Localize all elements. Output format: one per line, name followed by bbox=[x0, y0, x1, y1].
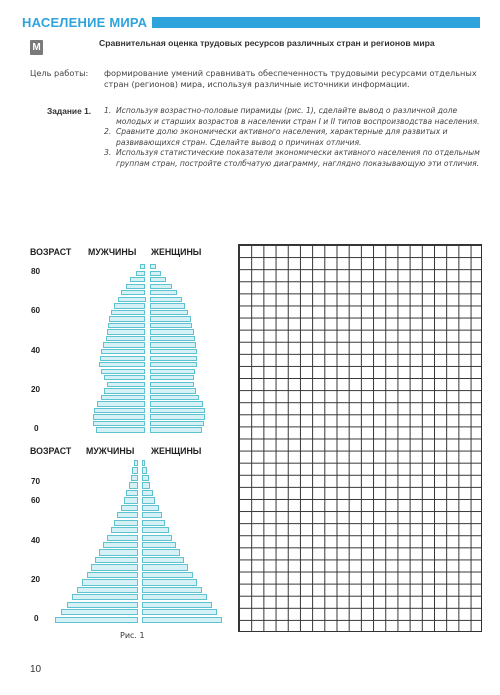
section-header bbox=[22, 14, 480, 32]
pyramid-female-bar bbox=[150, 382, 194, 387]
pyramid-female-bar bbox=[150, 362, 198, 367]
pyramid-female-bar bbox=[150, 342, 197, 347]
pyramid-female-bar bbox=[150, 356, 198, 361]
pyramid-female-bar bbox=[142, 579, 197, 585]
pyramid-female-bar bbox=[150, 336, 196, 341]
pyramid-male-bar bbox=[121, 505, 138, 511]
pyramid-female-bar bbox=[150, 329, 194, 334]
pyramid-female-bar bbox=[142, 549, 180, 555]
pyramid-2-tick: 0 bbox=[34, 614, 39, 623]
pyramid-female-bar bbox=[150, 264, 157, 269]
pyramid-male-bar bbox=[77, 587, 138, 593]
pyramid-male-bar bbox=[67, 602, 138, 608]
pyramid-male-bar bbox=[101, 369, 145, 374]
pyramid-female-bar bbox=[150, 297, 182, 302]
pyramid-female-bar bbox=[142, 467, 147, 473]
pyramid-female-bar bbox=[150, 401, 203, 406]
pyramid-1-male-label: МУЖЧИНЫ bbox=[88, 247, 137, 257]
pyramid-female-bar bbox=[150, 323, 192, 328]
pyramid-female-bar bbox=[150, 414, 206, 419]
pyramid-female-bar bbox=[142, 609, 217, 615]
pyramid-2-tick: 40 bbox=[31, 536, 41, 545]
pyramid-female-bar bbox=[142, 475, 149, 481]
pyramid-female-bar bbox=[142, 535, 172, 541]
pyramid-1-tick: 40 bbox=[31, 346, 41, 355]
pyramid-male-bar bbox=[140, 264, 146, 269]
pyramid-female-bar bbox=[150, 395, 200, 400]
pyramid-female-bar bbox=[150, 427, 202, 432]
task-item bbox=[104, 148, 480, 169]
task-item bbox=[104, 127, 480, 148]
task-item-number: 2. bbox=[104, 127, 112, 137]
pyramid-male-bar bbox=[126, 490, 138, 496]
pyramid-1-tick: 0 bbox=[34, 424, 39, 433]
section-title: НАСЕЛЕНИЕ МИРА bbox=[22, 15, 148, 30]
pyramid-2-male-label: МУЖЧИНЫ bbox=[86, 446, 135, 456]
pyramid-male-bar bbox=[117, 512, 138, 518]
pyramid-female-bar bbox=[142, 617, 222, 623]
pyramid-female-bar bbox=[150, 369, 196, 374]
pyramid-male-bar bbox=[121, 290, 145, 295]
pyramid-male-bar bbox=[91, 564, 138, 570]
pyramid-male-bar bbox=[93, 414, 145, 419]
pyramid-2-tick: 70 bbox=[31, 477, 41, 486]
pyramid-female-bar bbox=[150, 290, 178, 295]
pyramid-male-bar bbox=[55, 617, 138, 623]
pyramid-female-bar bbox=[142, 460, 145, 466]
pyramid-male-bar bbox=[114, 520, 138, 526]
pyramid-male-bar bbox=[108, 323, 146, 328]
pyramid-male-bar bbox=[106, 336, 146, 341]
pyramid-male-bar bbox=[94, 408, 145, 413]
pyramid-2-tick: 60 bbox=[31, 496, 41, 505]
pyramid-male-bar bbox=[103, 542, 138, 548]
purpose-text: формирование умений сравнивать обеспеченность трудовыми ресурсами отдельных стран (регионов) мира, используя различные источники информации. bbox=[104, 68, 477, 89]
pyramid-male-bar bbox=[99, 549, 138, 555]
task-item-number: 3. bbox=[104, 148, 112, 158]
task-item-text: Используя статистические показатели экономически активного населения по отдельным группам стран, постройте столбчатую диаграмму, наглядно показывающую эти отличия. bbox=[116, 148, 480, 168]
pyramid-female-bar bbox=[142, 520, 165, 526]
pyramid-female-bar bbox=[150, 316, 191, 321]
pyramid-1-female-label: ЖЕНЩИНЫ bbox=[151, 247, 202, 257]
pyramid-male-bar bbox=[104, 388, 145, 393]
pyramid-2-tick: 20 bbox=[31, 575, 41, 584]
task-item bbox=[104, 106, 480, 127]
pyramid-female-bar bbox=[150, 284, 172, 289]
pyramid-female-bar bbox=[142, 482, 150, 488]
pyramid-male-bar bbox=[100, 356, 146, 361]
pyramid-male-bar bbox=[129, 482, 138, 488]
page-number: 10 bbox=[30, 664, 42, 675]
pyramid-female-bar bbox=[142, 564, 188, 570]
pyramid-2-age-label: ВОЗРАСТ bbox=[30, 446, 72, 456]
pyramid-female-bar bbox=[150, 375, 194, 380]
pyramid-male-bar bbox=[107, 535, 138, 541]
pyramid-1-age-label: ВОЗРАСТ bbox=[30, 247, 72, 257]
pyramid-male-bar bbox=[72, 594, 138, 600]
pyramid-female-bar bbox=[142, 497, 155, 503]
pyramid-male-bar bbox=[101, 349, 145, 354]
pyramid-male-bar bbox=[136, 271, 146, 276]
pyramid-male-bar bbox=[131, 475, 138, 481]
pyramid-female-bar bbox=[142, 572, 193, 578]
figure-caption: Рис. 1 bbox=[120, 631, 145, 640]
pyramid-female-bar bbox=[142, 587, 202, 593]
pyramid-female-bar bbox=[150, 349, 198, 354]
pyramid-male-bar bbox=[96, 427, 146, 432]
pyramid-male-bar bbox=[111, 527, 138, 533]
pyramid-male-bar bbox=[87, 572, 138, 578]
pyramid-female-bar bbox=[142, 594, 207, 600]
graph-paper-grid bbox=[238, 244, 482, 632]
pyramid-female-bar bbox=[150, 421, 204, 426]
pyramid-female-bar bbox=[142, 557, 184, 563]
pyramid-female-bar bbox=[150, 388, 197, 393]
task-item-number: 1. bbox=[104, 106, 112, 115]
pyramid-male-bar bbox=[95, 557, 138, 563]
pyramid-male-bar bbox=[130, 277, 146, 282]
lesson-badge-icon: М bbox=[30, 40, 43, 55]
pyramid-1-tick: 20 bbox=[31, 385, 41, 394]
pyramid-female-bar bbox=[142, 505, 159, 511]
task-item-text: Сравните долю экономически активного населения, характерные для развитых и развивающихся стран. Сделайте вывод о причинах отличия. bbox=[116, 127, 448, 147]
task-item-text: Используя возрастно-половые пирамиды (рис. 1), сделайте вывод о различной доле молодых и старших возрастов в населении стран I и II типов воспроизводства населения. bbox=[116, 106, 480, 126]
pyramid-female-bar bbox=[150, 408, 206, 413]
lesson-title: Сравнительная оценка трудовых ресурсов различных стран и регионов мира bbox=[99, 38, 435, 48]
pyramid-male-bar bbox=[126, 284, 146, 289]
pyramid-female-bar bbox=[150, 277, 167, 282]
pyramid-male-bar bbox=[99, 362, 146, 367]
pyramid-female-bar bbox=[150, 310, 189, 315]
pyramid-male-bar bbox=[104, 375, 145, 380]
pyramid-male-bar bbox=[132, 467, 138, 473]
pyramid-1-tick: 80 bbox=[31, 267, 41, 276]
pyramid-male-bar bbox=[107, 382, 146, 387]
pyramid-male-bar bbox=[111, 310, 145, 315]
pyramid-male-bar bbox=[109, 316, 146, 321]
pyramid-female-bar bbox=[142, 512, 162, 518]
pyramid-male-bar bbox=[93, 421, 145, 426]
pyramid-male-bar bbox=[101, 395, 145, 400]
task-list bbox=[104, 106, 480, 170]
pyramid-1-tick: 60 bbox=[31, 306, 41, 315]
pyramid-female-bar bbox=[142, 490, 153, 496]
pyramid-female-bar bbox=[150, 303, 186, 308]
age-sex-pyramid-1 bbox=[90, 264, 205, 434]
pyramid-female-bar bbox=[142, 602, 212, 608]
pyramid-female-bar bbox=[142, 542, 176, 548]
age-sex-pyramid-2 bbox=[55, 460, 225, 624]
pyramid-2-female-label: ЖЕНЩИНЫ bbox=[151, 446, 202, 456]
pyramid-female-bar bbox=[142, 527, 169, 533]
pyramid-male-bar bbox=[107, 329, 146, 334]
pyramid-male-bar bbox=[103, 342, 145, 347]
header-accent-bar bbox=[152, 17, 480, 28]
pyramid-male-bar bbox=[97, 401, 146, 406]
purpose-label: Цель работы: bbox=[30, 68, 89, 78]
pyramid-male-bar bbox=[82, 579, 138, 585]
pyramid-male-bar bbox=[134, 460, 138, 466]
pyramid-female-bar bbox=[150, 271, 161, 276]
pyramid-male-bar bbox=[114, 303, 145, 308]
pyramid-male-bar bbox=[124, 497, 138, 503]
pyramid-male-bar bbox=[61, 609, 138, 615]
task-label: Задание 1. bbox=[47, 106, 92, 116]
pyramid-male-bar bbox=[118, 297, 146, 302]
